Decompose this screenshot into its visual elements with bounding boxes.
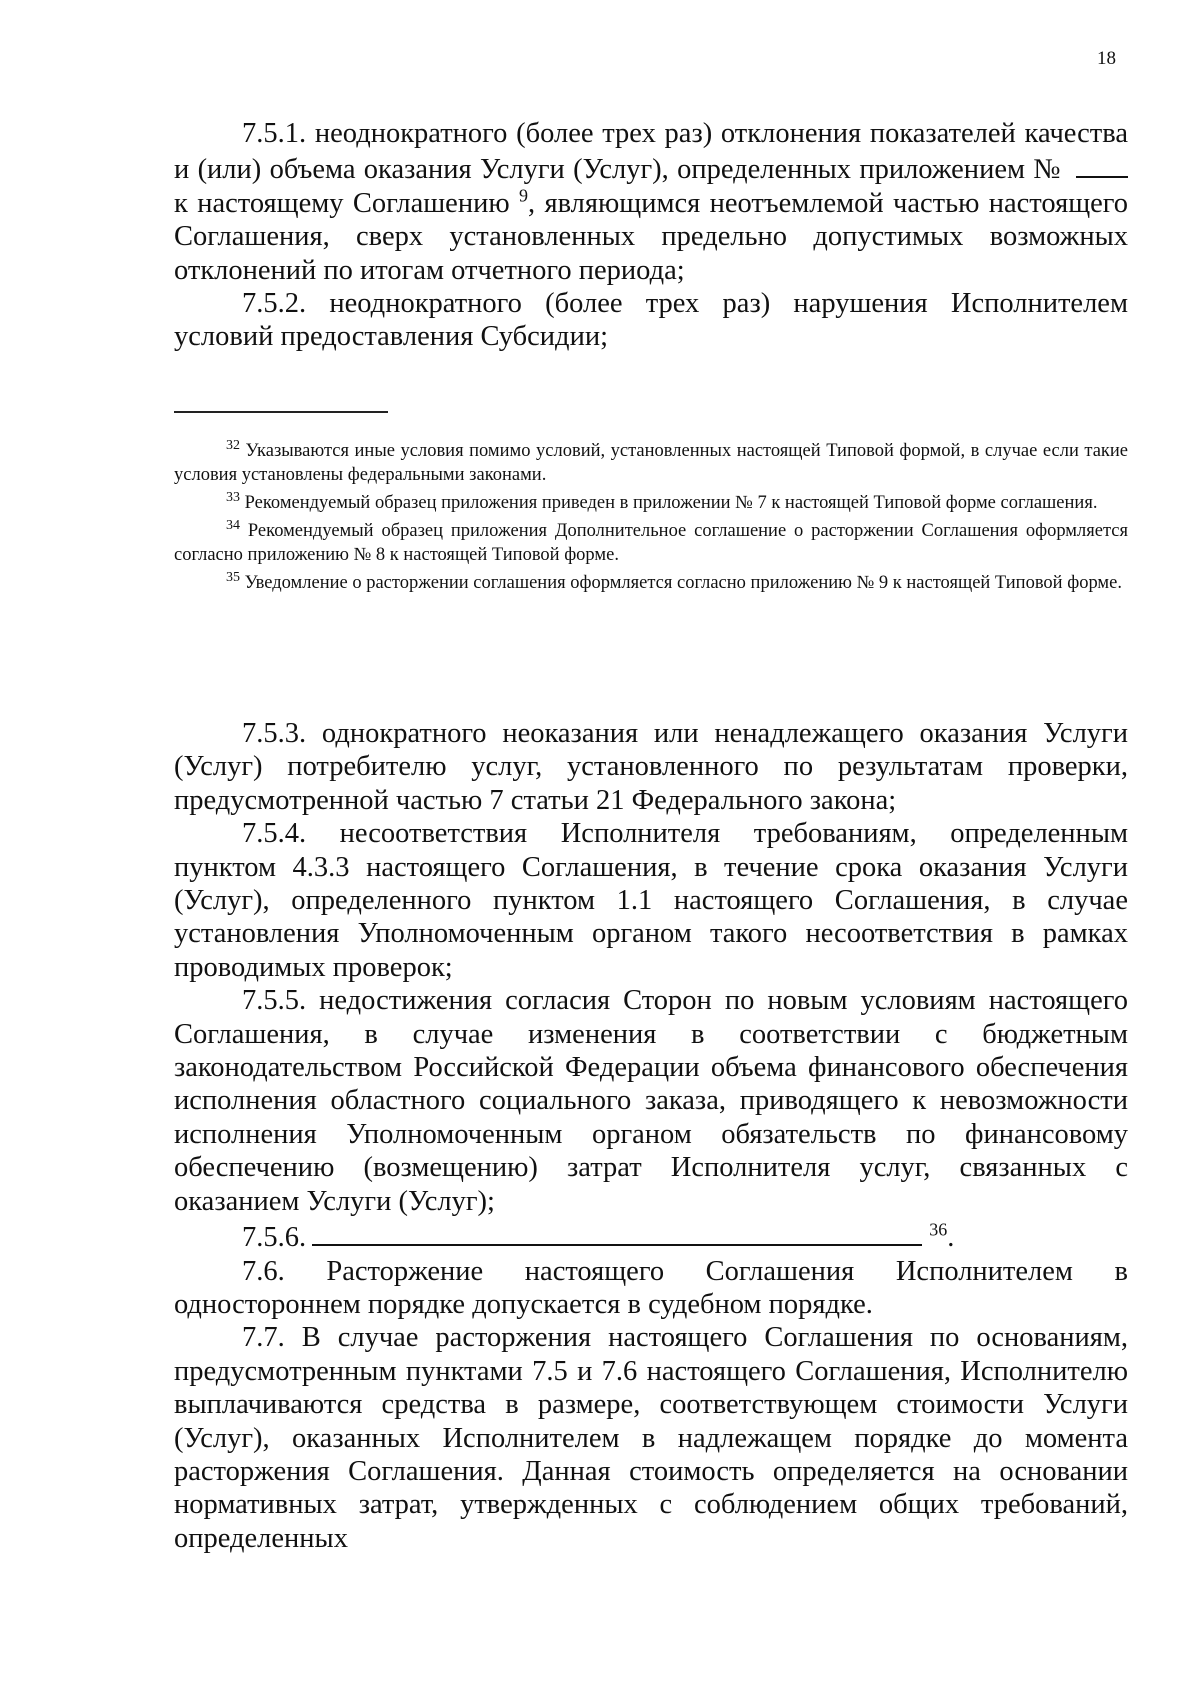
paragraph-text: , являющимся неотъемлемой частью настоящего Соглашения, сверх установленных предельно допустимых возможных отклонений по итогам отчетного периода; bbox=[174, 187, 1129, 286]
footnote-32 bbox=[174, 439, 1128, 487]
paragraph-text: к настоящему Соглашению bbox=[174, 187, 510, 219]
footnote-text: Указываются иные условия помимо условий, установленных настоящей Типовой формой, в случае если такие условия установлены федеральными законами. bbox=[174, 441, 1129, 485]
paragraph-7-7: 7.7. В случае расторжения настоящего Соглашения по основаниям, предусмотренным пунктами 7.5 и 7.6 настоящего Соглашения, Исполнителю выплачиваются средства в размере, соответствующем стоимости Услуги (Услуг), оказанных Исполнителем в надлежащем порядке до момента расторжения Соглашения. Данная стоимость определяется на основании нормативных затрат, утвержденных с соблюдением общих требований, определенных bbox=[174, 1322, 1128, 1554]
footnote-34 bbox=[174, 519, 1128, 567]
top-text-block bbox=[174, 117, 1128, 354]
footnote-text: Рекомендуемый образец приложения Дополнительное соглашение о расторжении Соглашения оформляется согласно приложению № 8 к настоящей Типовой форме. bbox=[174, 521, 1128, 565]
paragraph-7-6: 7.6. Расторжение настоящего Соглашения Исполнителем в одностороннем порядке допускается в судебном порядке. bbox=[174, 1255, 1128, 1320]
footnote-number: 35 bbox=[226, 569, 240, 585]
footnote-ref: 9 bbox=[519, 185, 528, 206]
paragraph-7-5-3: 7.5.3. однократного неоказания или ненадлежащего оказания Услуги (Услуг) потребителю услуг, установленного по результатам проверки, предусмотренной частью 7 статьи 21 Федерального закона; bbox=[174, 718, 1128, 816]
bottom-text-block bbox=[174, 717, 1128, 1555]
footnote-number: 33 bbox=[226, 489, 240, 505]
blank-line bbox=[312, 1218, 922, 1246]
footnote-text: Рекомендуемый образец приложения приведен в приложении № 7 к настоящей Типовой форме соглашения. bbox=[244, 493, 1098, 513]
paragraph-text: . bbox=[947, 1222, 955, 1254]
footnote-33 bbox=[174, 491, 1128, 515]
paragraph-7-5-5: 7.5.5. недостижения согласия Сторон по новым условиям настоящего Соглашения, в случае изменения в соответствии с бюджетным законодательством Российской Федерации объема финансового обеспечения исполнения областного социального заказа, приводящего к невозможности исполнения Уполномоченным органом обязательств по финансовому обеспечению (возмещению) затрат Исполнителя услуг, связанных с оказанием Услуги (Услуг); bbox=[174, 985, 1128, 1217]
footnote-number: 34 bbox=[226, 517, 240, 533]
footnote-35 bbox=[174, 571, 1128, 595]
page-number: 18 bbox=[1097, 48, 1116, 69]
footnote-separator bbox=[174, 411, 388, 413]
footnotes bbox=[174, 439, 1128, 599]
paragraph-text: 7.5.6. bbox=[242, 1222, 307, 1254]
paragraph-text: 7.5.1. неоднократного (более трех раз) отклонения показателей качества и (или) объема оказания Услуги (Услуг), определенных приложением № bbox=[174, 118, 1128, 186]
paragraph-7-5-4: 7.5.4. несоответствия Исполнителя требованиям, определенным пунктом 4.3.3 настоящего Соглашения, в течение срока оказания Услуги (Услуг), определенного пунктом 1.1 настоящего Соглашения, в случае установления Уполномоченным органом такого несоответствия в рамках проводимых проверок; bbox=[174, 818, 1128, 983]
paragraph-7-5-1 bbox=[174, 117, 1128, 287]
footnote-number: 32 bbox=[226, 437, 240, 453]
footnote-text: Уведомление о расторжении соглашения оформляется согласно приложению № 9 к настоящей Типовой форме. bbox=[244, 573, 1122, 593]
blank-line bbox=[1076, 150, 1128, 178]
footnote-ref: 36 bbox=[929, 1219, 948, 1240]
paragraph-7-5-2: 7.5.2. неоднократного (более трех раз) нарушения Исполнителем условий предоставления Субсидии; bbox=[174, 288, 1128, 353]
paragraph-7-5-6 bbox=[174, 1218, 1128, 1254]
